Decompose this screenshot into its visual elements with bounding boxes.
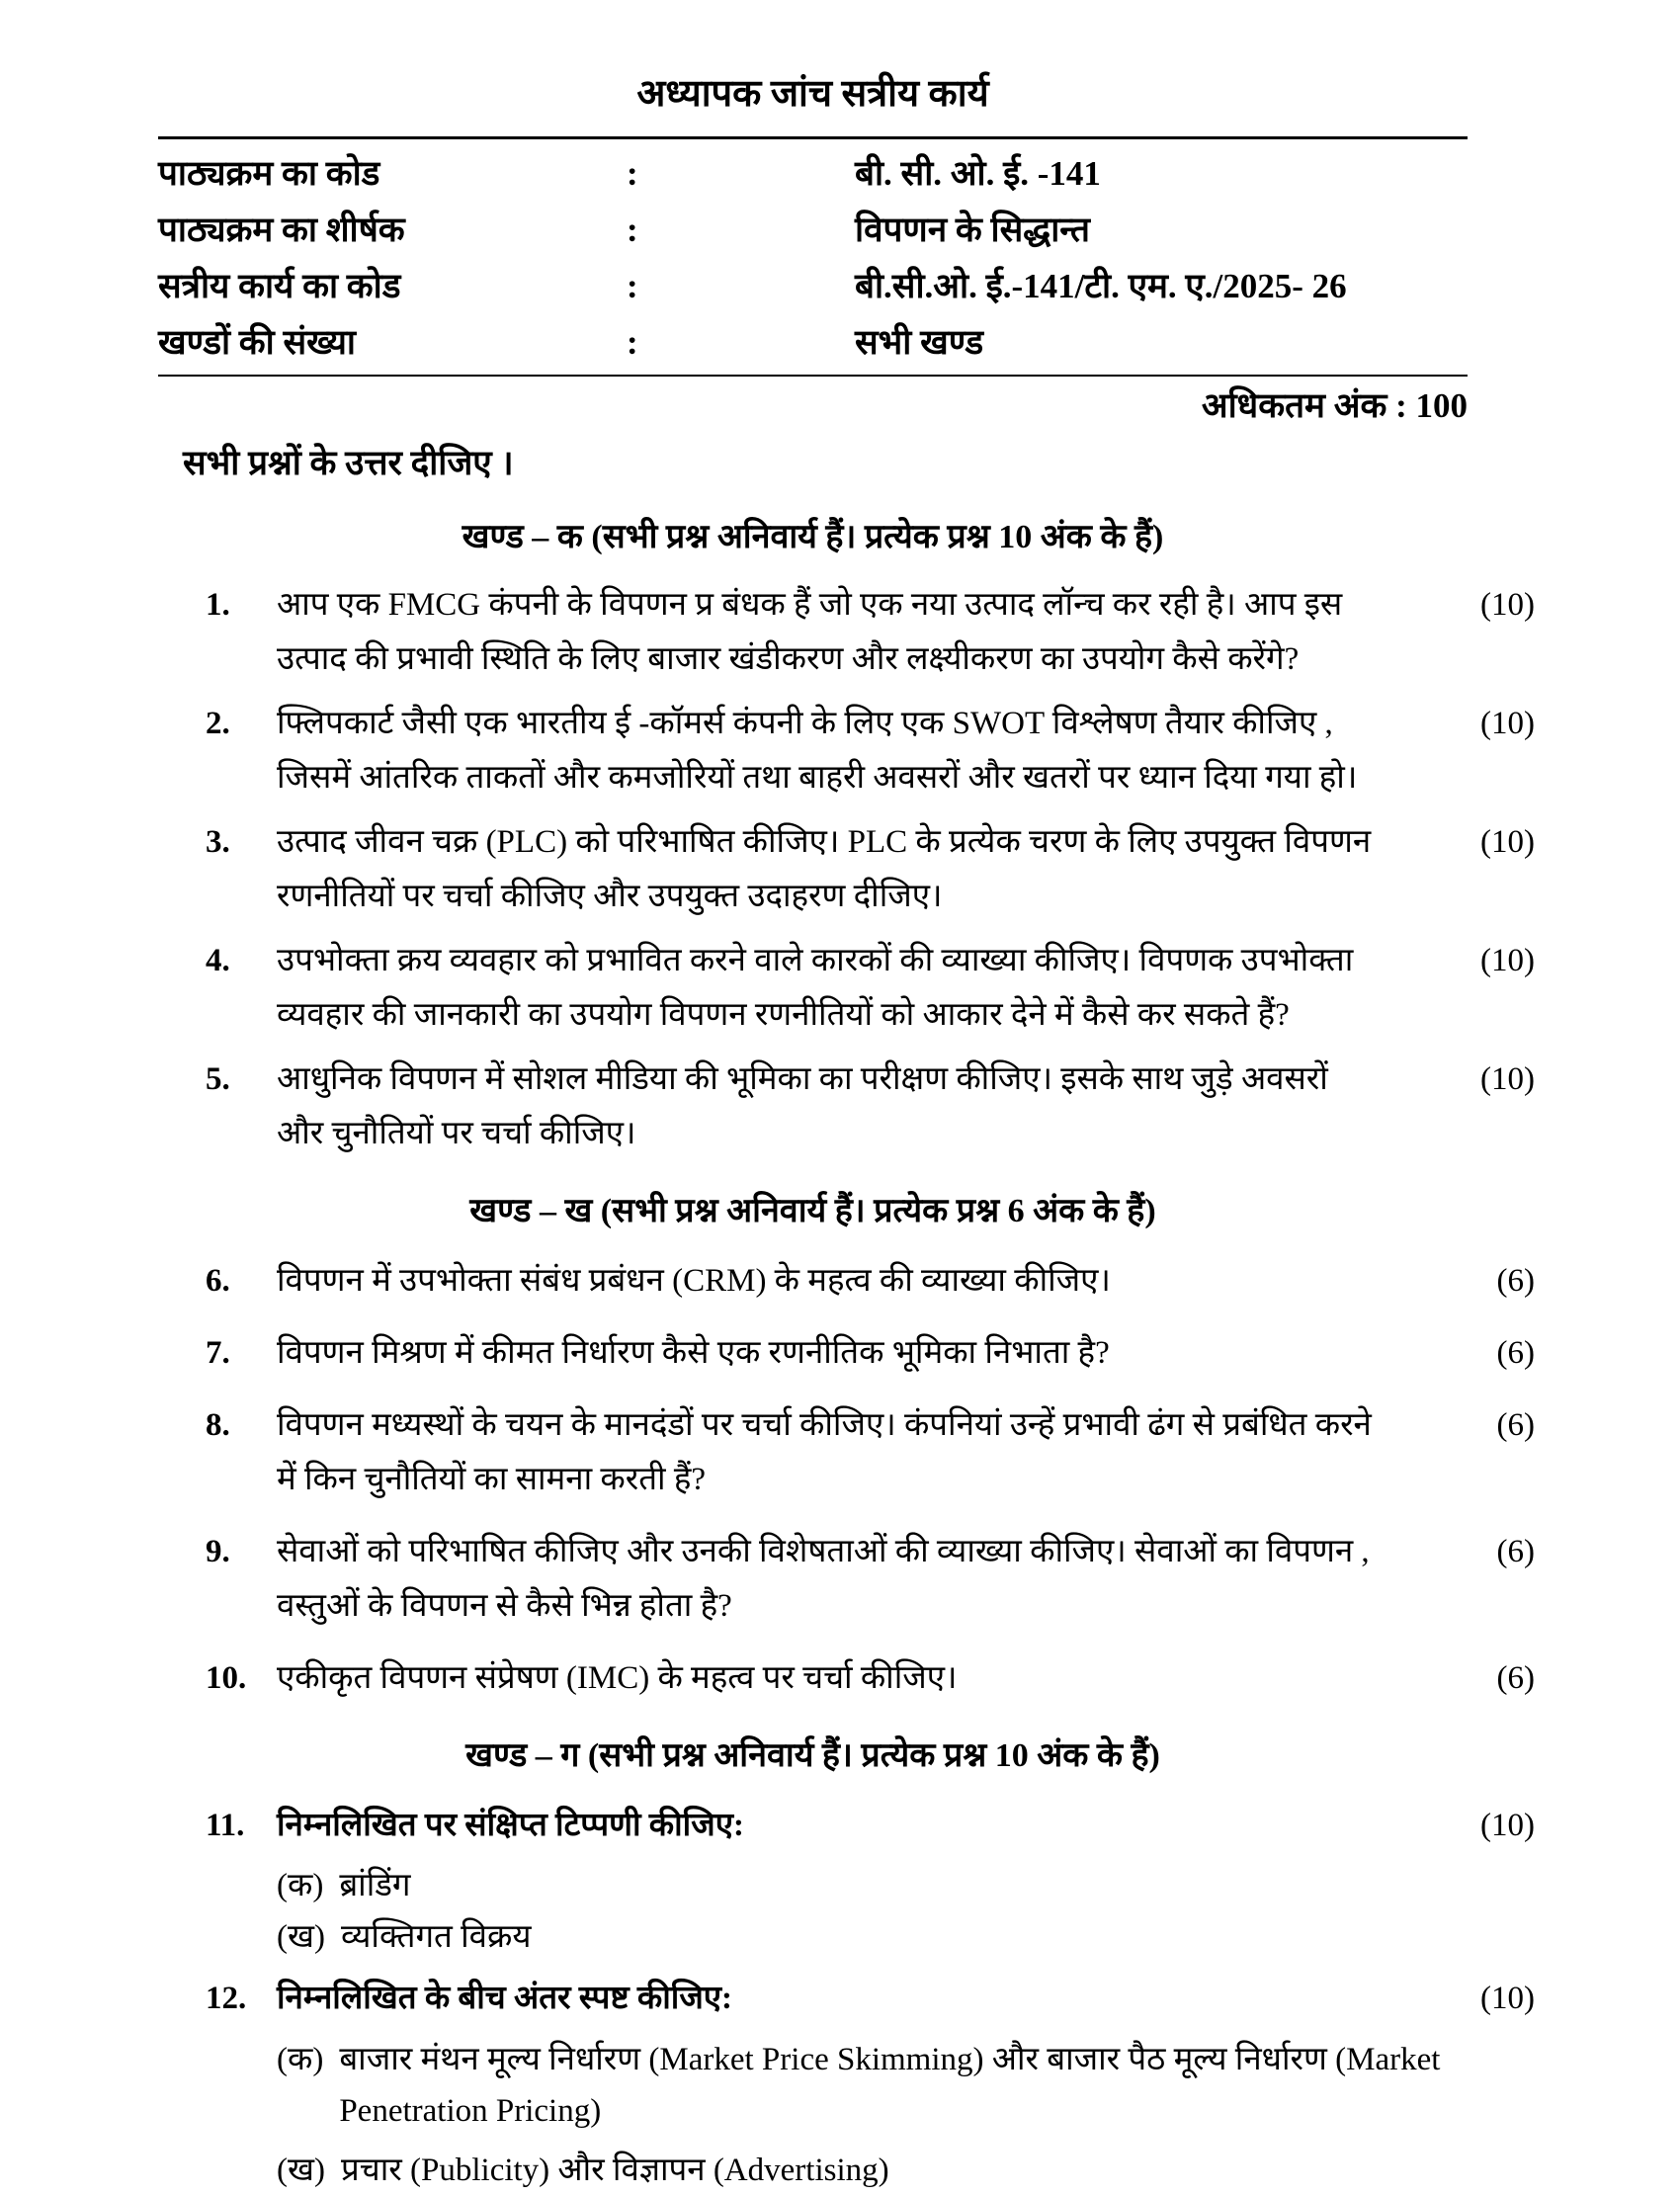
page-title: अध्यापक जांच सत्रीय कार्य bbox=[636, 73, 989, 115]
sub-item-label: (ख) bbox=[277, 2153, 325, 2188]
sub-item-text: ब्रांडिंग bbox=[339, 1868, 411, 1903]
question-row-12 bbox=[158, 1972, 1537, 2026]
question-number: 12. bbox=[206, 1981, 247, 2016]
question-number: 3. bbox=[206, 824, 230, 860]
sub-item-text: बाजार मंथन मूल्य निर्धारण (Market Price Skimming) और बाजार पैठ मूल्य निर्धारण (Market Penetration Pricing) bbox=[339, 2042, 1441, 2129]
question-text: विपणन में उपभोक्ता संबंध प्रबंधन (CRM) के महत्व की व्याख्या कीजिए। bbox=[277, 1263, 1111, 1299]
course-meta-block bbox=[158, 145, 1537, 371]
instruction: सभी प्रश्नों के उत्तर दीजिए । bbox=[183, 444, 514, 482]
meta-row-sections-count bbox=[158, 314, 1537, 371]
section-c-heading: खण्ड – ग (सभी प्रश्न अनिवार्य हैं। प्रत्येक प्रश्न 10 अंक के हैं) bbox=[465, 1737, 1160, 1774]
section-b-heading: खण्ड – ख (सभी प्रश्न अनिवार्य हैं। प्रत्येक प्रश्न 6 अंक के हैं) bbox=[469, 1193, 1156, 1229]
question-marks: (10) bbox=[1480, 1981, 1535, 2016]
meta-value: बी.सी.ओ. ई.-141/टी. एम. ए./2025- 26 bbox=[855, 267, 1347, 305]
question-text: निम्नलिखित के बीच अंतर स्पष्ट कीजिए: bbox=[277, 1981, 733, 2016]
question-row-8 bbox=[158, 1398, 1537, 1507]
question-number: 8. bbox=[206, 1407, 230, 1443]
question-number: 10. bbox=[206, 1660, 247, 1696]
sub-item-label: (क) bbox=[277, 1868, 324, 1903]
meta-colon: : bbox=[627, 323, 638, 362]
question-number: 6. bbox=[206, 1263, 230, 1299]
question-number: 1. bbox=[206, 587, 230, 623]
question-marks: (10) bbox=[1480, 1808, 1535, 1843]
meta-row-assignment-code bbox=[158, 258, 1537, 314]
meta-row-course-title bbox=[158, 202, 1537, 258]
meta-colon: : bbox=[627, 154, 638, 193]
question-text: फ्लिपकार्ट जैसी एक भारतीय ई -कॉमर्स कंपनी के लिए एक SWOT विश्लेषण तैयार कीजिए , जिसमें आंतरिक ताकतों और कमजोरियों तथा बाहरी अवसरों और खतरों पर ध्यान दिया गया हो। bbox=[277, 706, 1358, 796]
question-marks: (10) bbox=[1480, 706, 1535, 741]
question-row-2 bbox=[158, 697, 1537, 805]
question-marks: (10) bbox=[1480, 1061, 1535, 1097]
meta-value: सभी खण्ड bbox=[855, 323, 984, 362]
meta-label: पाठ्यक्रम का कोड bbox=[158, 154, 380, 193]
question-number: 9. bbox=[206, 1534, 230, 1569]
question-text: निम्नलिखित पर संक्षिप्त टिप्पणी कीजिए: bbox=[277, 1808, 744, 1843]
question-marks: (6) bbox=[1496, 1335, 1535, 1371]
question-row-1 bbox=[158, 578, 1537, 687]
question-row-10 bbox=[158, 1651, 1537, 1706]
section-a-heading: खण्ड – क (सभी प्रश्न अनिवार्य हैं। प्रत्येक प्रश्न 10 अंक के हैं) bbox=[462, 519, 1164, 555]
question-marks: (10) bbox=[1480, 824, 1535, 860]
divider-rule-bottom bbox=[158, 375, 1468, 377]
meta-label: सत्रीय कार्य का कोड bbox=[158, 267, 401, 305]
question-text: आधुनिक विपणन में सोशल मीडिया की भूमिका का परीक्षण कीजिए। इसके साथ जुड़े अवसरों और चुनौतियों पर चर्चा कीजिए। bbox=[277, 1061, 1328, 1151]
meta-value: विपणन के सिद्धान्त bbox=[855, 211, 1091, 249]
question-row-7 bbox=[158, 1326, 1537, 1381]
question-text: सेवाओं को परिभाषित कीजिए और उनकी विशेषताओं की व्याख्या कीजिए। सेवाओं का विपणन , वस्तुओं के विपणन से कैसे भिन्न होता है? bbox=[277, 1534, 1370, 1624]
sub-item-label: (क) bbox=[277, 2042, 324, 2077]
question-text: आप एक FMCG कंपनी के विपणन प्र बंधक हैं जो एक नया उत्पाद लॉन्च कर रही है। आप इस उत्पाद की प्रभावी स्थिति के लिए बाजार खंडीकरण और लक्ष्यीकरण का उपयोग कैसे करेंगे? bbox=[277, 587, 1343, 677]
question-row-9 bbox=[158, 1525, 1537, 1634]
question-marks: (6) bbox=[1496, 1534, 1535, 1569]
meta-row-course-code bbox=[158, 145, 1537, 202]
question-text: विपणन मध्यस्थों के चयन के मानदंडों पर चर्चा कीजिए। कंपनियां उन्हें प्रभावी ढंग से प्रबंधित करने में किन चुनौतियों का सामना करती हैं? bbox=[277, 1407, 1372, 1497]
meta-colon: : bbox=[627, 211, 638, 249]
question-row-5 bbox=[158, 1053, 1537, 1161]
question-row-3 bbox=[158, 815, 1537, 924]
question-row-6 bbox=[158, 1254, 1537, 1309]
question-number: 4. bbox=[206, 943, 230, 978]
question-row-11 bbox=[158, 1799, 1537, 1853]
question-marks: (6) bbox=[1496, 1660, 1535, 1696]
meta-colon: : bbox=[627, 267, 638, 305]
meta-label: पाठ्यक्रम का शीर्षक bbox=[158, 211, 405, 249]
question-marks: (6) bbox=[1496, 1263, 1535, 1299]
sub-item-12b bbox=[158, 2145, 1443, 2196]
sub-item-label: (ख) bbox=[277, 1919, 325, 1955]
question-marks: (10) bbox=[1480, 587, 1535, 623]
question-text: एकीकृत विपणन संप्रेषण (IMC) के महत्व पर चर्चा कीजिए। bbox=[277, 1660, 958, 1696]
question-marks: (10) bbox=[1480, 943, 1535, 978]
question-number: 5. bbox=[206, 1061, 230, 1097]
sub-item-text: प्रचार (Publicity) और विज्ञापन (Advertising) bbox=[340, 2153, 889, 2188]
question-number: 7. bbox=[206, 1335, 230, 1371]
meta-value: बी. सी. ओ. ई. -141 bbox=[855, 154, 1101, 193]
sub-item-11a bbox=[158, 1861, 1443, 1910]
sub-item-12a bbox=[158, 2034, 1443, 2137]
meta-label: खण्डों की संख्या bbox=[158, 323, 356, 362]
question-number: 11. bbox=[206, 1808, 245, 1843]
max-marks: अधिकतम अंक : 100 bbox=[1201, 386, 1468, 425]
question-text: उत्पाद जीवन चक्र (PLC) को परिभाषित कीजिए। PLC के प्रत्येक चरण के लिए उपयुक्त विपणन रणनीतियों पर चर्चा कीजिए और उपयुक्त उदाहरण दीजिए। bbox=[277, 824, 1372, 914]
question-number: 2. bbox=[206, 706, 230, 741]
question-text: विपणन मिश्रण में कीमत निर्धारण कैसे एक रणनीतिक भूमिका निभाता है? bbox=[277, 1335, 1110, 1371]
question-marks: (6) bbox=[1496, 1407, 1535, 1443]
question-row-4 bbox=[158, 934, 1537, 1043]
divider-rule-top bbox=[158, 136, 1468, 139]
sub-item-text: व्यक्तिगत विक्रय bbox=[340, 1919, 532, 1955]
question-text: उपभोक्ता क्रय व्यवहार को प्रभावित करने वाले कारकों की व्याख्या कीजिए। विपणक उपभोक्ता व्यवहार की जानकारी का उपयोग विपणन रणनीतियों को आकार देने में कैसे कर सकते हैं? bbox=[277, 943, 1354, 1033]
sub-item-11b bbox=[158, 1912, 1443, 1962]
